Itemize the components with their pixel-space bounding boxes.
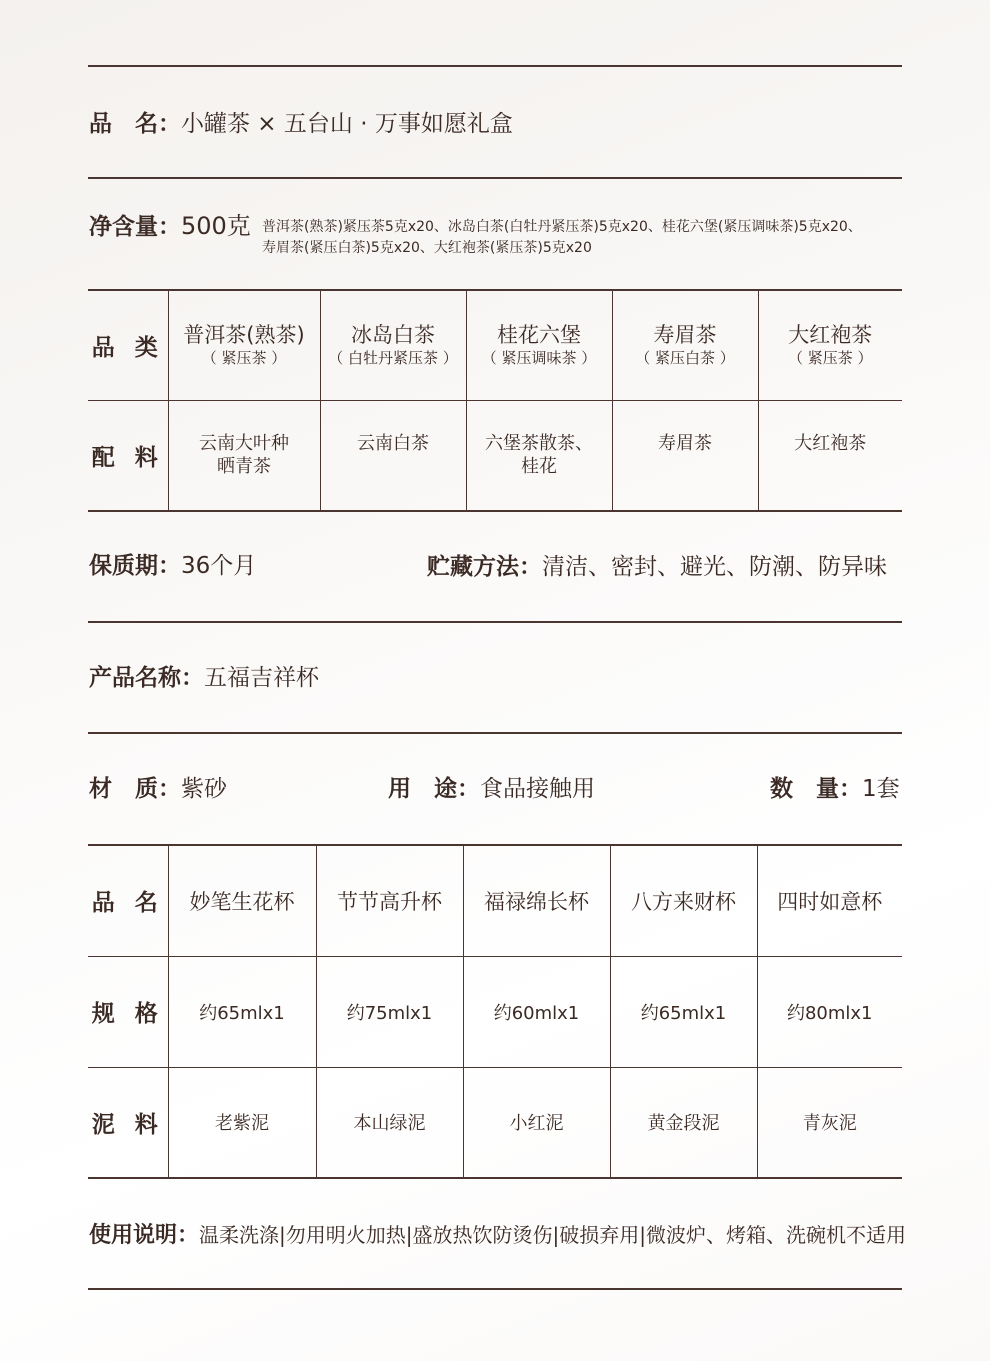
divider [88, 732, 902, 734]
tea-ingredient-header: 配 料 [88, 400, 168, 511]
divider [88, 1288, 902, 1290]
divider [88, 65, 902, 67]
tea-category-cell [758, 290, 902, 400]
shelf-life-value: 36个月 [181, 553, 257, 579]
divider [88, 177, 902, 179]
cup-name-cell: 福禄绵长杯 [463, 845, 610, 956]
tea-category-cell [612, 290, 758, 400]
product-name-line [89, 109, 513, 139]
cup-name-label: 产品名称： [89, 665, 204, 691]
usage-line [89, 1220, 906, 1251]
ingredient-line: 六堡茶散茶、 [485, 433, 593, 455]
tea-ingredient-cell [612, 400, 758, 511]
cup-clay-cell: 黄金段泥 [610, 1067, 757, 1178]
tea-table [88, 289, 902, 512]
quantity-value: 1套 [862, 776, 900, 802]
product-name-value: 小罐茶 × 五台山 · 万事如愿礼盒 [181, 111, 513, 137]
cup-name-line [89, 663, 319, 693]
cup-spec-cell: 约75mlx1 [316, 956, 463, 1067]
shelf-life-label: 保质期： [89, 553, 181, 579]
tea-category-header: 品 类 [88, 290, 168, 400]
tea-ingredient-row [88, 400, 902, 511]
shelf-life-line [89, 551, 256, 581]
cup-name-header: 品 名 [88, 845, 168, 956]
tea-type: （ 紧压茶 ） [787, 349, 873, 368]
ingredient-line: 云南大叶种 [199, 433, 289, 455]
storage-label: 贮藏方法： [427, 554, 542, 580]
cup-clay-row [88, 1067, 902, 1178]
cup-spec-header: 规 格 [88, 956, 168, 1067]
material-label: 材 质： [89, 776, 181, 802]
cup-spec-cell: 约80mlx1 [757, 956, 902, 1067]
use-line [388, 774, 595, 804]
tea-category-cell [320, 290, 466, 400]
tea-ingredient-cell [320, 400, 466, 511]
cup-clay-cell: 老紫泥 [168, 1067, 316, 1178]
cup-name-cell: 妙笔生花杯 [168, 845, 316, 956]
usage-label: 使用说明： [89, 1223, 200, 1248]
usage-value: 温柔洗涤|勿用明火加热|盛放热饮防烫伤|破损弃用|微波炉、烤箱、洗碗机不适用 [199, 1223, 906, 1247]
cup-clay-cell: 青灰泥 [757, 1067, 902, 1178]
net-content-line [89, 211, 251, 242]
quantity-label: 数 量： [770, 776, 862, 802]
net-content-detail-1: 普洱茶(熟茶)紧压茶5克x20、冰岛白茶(白牡丹紧压茶)5克x20、桂花六堡(紧压调味茶)5克x20、 [262, 219, 862, 235]
tea-ingredient-cell [466, 400, 612, 511]
tea-name: 大红袍茶 [788, 323, 873, 348]
storage-line [427, 552, 887, 582]
cup-spec-cell: 约65mlx1 [168, 956, 316, 1067]
product-name-label: 品 名： [89, 111, 181, 137]
tea-category-row [88, 290, 902, 400]
quantity-line [770, 774, 900, 804]
cup-clay-header: 泥 料 [88, 1067, 168, 1178]
tea-type: （ 紧压调味茶 ） [481, 349, 597, 368]
cup-spec-cell: 约65mlx1 [610, 956, 757, 1067]
use-label: 用 途： [388, 776, 480, 802]
tea-category-cell [466, 290, 612, 400]
ingredient-line: 大红袍茶 [794, 433, 867, 455]
tea-type: （ 紧压白茶 ） [635, 349, 735, 368]
tea-name: 桂花六堡 [497, 323, 581, 348]
net-content-value: 500克 [181, 212, 251, 240]
cup-spec-cell: 约60mlx1 [463, 956, 610, 1067]
net-content-label: 净含量： [89, 214, 181, 240]
tea-name: 普洱茶(熟茶) [183, 323, 305, 348]
material-line [89, 774, 227, 804]
cup-spec-row [88, 956, 902, 1067]
ingredient-line [759, 455, 903, 478]
ingredient-line: 寿眉茶 [658, 433, 712, 455]
cup-clay-cell: 本山绿泥 [316, 1067, 463, 1178]
cup-name-cell: 节节高升杯 [316, 845, 463, 956]
tea-name: 冰岛白茶 [351, 323, 435, 348]
ingredient-line [321, 455, 466, 478]
storage-value: 清洁、密封、避光、防潮、防异味 [542, 554, 887, 580]
tea-type: （ 紧压茶 ） [201, 349, 287, 368]
tea-name: 寿眉茶 [653, 323, 717, 348]
ingredient-line: 云南白茶 [357, 433, 429, 455]
tea-ingredient-cell [168, 400, 320, 511]
cup-name-cell: 八方来财杯 [610, 845, 757, 956]
cup-name-value: 五福吉祥杯 [204, 665, 319, 691]
cup-name-cell: 四时如意杯 [757, 845, 902, 956]
cup-name-row [88, 845, 902, 956]
tea-category-cell [168, 290, 320, 400]
ingredient-line [613, 455, 758, 478]
net-content-detail-2: 寿眉茶(紧压白茶)5克x20、大红袍茶(紧压茶)5克x20 [262, 240, 592, 256]
ingredient-line: 晒青茶 [217, 456, 271, 478]
ingredient-line: 桂花 [521, 456, 557, 478]
tea-type: （ 白牡丹紧压茶 ） [328, 349, 458, 368]
tea-ingredient-cell [758, 400, 902, 511]
cup-table [88, 844, 902, 1179]
material-value: 紫砂 [181, 776, 227, 802]
cup-clay-cell: 小红泥 [463, 1067, 610, 1178]
use-value: 食品接触用 [480, 776, 595, 802]
divider [88, 621, 902, 623]
